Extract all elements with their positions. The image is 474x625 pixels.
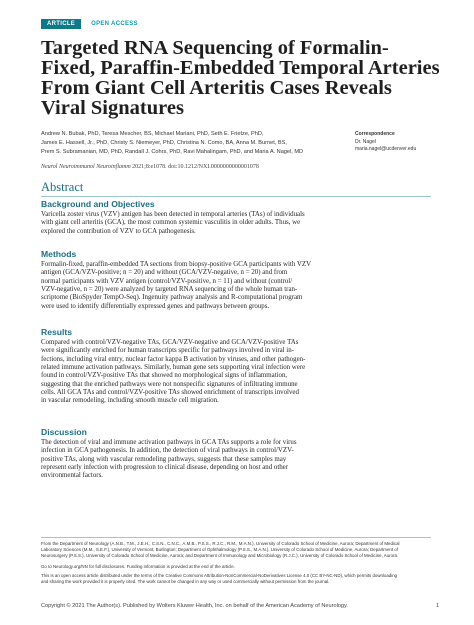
license-footnote: This is an open access article distributed under the terms of the Creative Commons Attribution-NonCommercial-NoDerivatives License 4.0 (CC BY-NC-ND), which permits downloading and sharing the work provided it is properly cited. The work cannot be changed in any way or used commercially without permission from the journal.: [41, 573, 398, 584]
author-list: [41, 130, 341, 156]
author-line: Andrew N. Bubak, PhD, Teresa Mescher, BS, Michael Mariani, PhD, Seth E. Frietze, PhD,: [41, 131, 264, 137]
correspondence-block: [355, 131, 455, 154]
methods-section: [41, 249, 341, 311]
citation-line: [41, 164, 441, 170]
results-heading: Results: [41, 327, 73, 337]
correspondence-name: Dr. Nagel: [355, 138, 376, 145]
correspondence-email[interactable]: maria.nagel@ucdenver.edu: [355, 146, 417, 152]
copyright-line: Copyright © 2021 The Author(s). Published by Wolters Kluwer Health, Inc. on behalf of the American Academy of Neurology.: [41, 603, 348, 609]
methods-body: Formalin-fixed, paraffin-embedded TA sections from biopsy-positive GCA participants with VZV antigen (GCA/VZV-positive; n = 20) and without (GCA/VZV-negative, n = 20) and from normal participants with VZV antigen (control/VZV-positive, n = 11) and without (control/ VZV-negative, n = 20) were analyzed by targeted RNA sequencing of the whole human tran- scriptome (BioSpyder TempO-Seq). Ingenuity pathway analysis and R-computational program were used to identify differentially expressed genes and pathways between groups.: [41, 261, 312, 310]
abstract-divider: [41, 196, 431, 197]
article-type-badge: ARTICLE: [41, 19, 81, 29]
footnote-divider: [41, 537, 431, 538]
methods-heading: Methods: [41, 249, 77, 259]
open-access-label: OPEN ACCESS: [91, 21, 138, 27]
background-body: Varicella zoster virus (VZV) antigen has been detected in temporal arteries (TAs) of individuals with giant cell arteritis (GCA), the most common systemic vasculitis in older adults. Thus, we explored the contribution of VZV to GCA pathogenesis.: [41, 211, 305, 235]
correspondence-label: Correspondence: [355, 131, 395, 137]
journal-name: Neurol Neuroimmunol Neuroinflamm: [41, 164, 131, 170]
discussion-heading: Discussion: [41, 427, 87, 437]
page-number: 1: [436, 603, 440, 609]
abstract-heading: Abstract: [41, 180, 84, 194]
article-title: Targeted RNA Sequencing of Formalin-Fixed, Paraffin-Embedded Temporal Arteries From Giant Cell Arteritis Cases Reveals Viral Signatures: [41, 37, 440, 119]
background-section: [41, 199, 341, 236]
background-heading: Background and Objectives: [41, 199, 155, 209]
discussion-body: The detection of viral and immune activation pathways in GCA TAs supports a role for virus infection in GCA pathogenesis. In addition, the detection of viral pathways in control/VZV- positive TAs, along with vascular remodeling pathways, suggests that these samples may represent early infection with progression to clinical disease, depending on host and other environmental factors.: [41, 439, 297, 480]
author-line: James E. Hassell, Jr., PhD, Christy S. Niemeyer, PhD, Christina N. Como, BA, Anna M. Burnet, BS,: [41, 139, 287, 146]
author-line: Prem S. Subramanian, MD, PhD, Randall J. Cohrs, PhD, Ravi Mahalingam, PhD, and Maria A. Nagel, MD: [41, 148, 304, 155]
funding-footnote: Go to Neurology.org/NN for full disclosures. Funding information is provided at the end of the article.: [41, 564, 235, 569]
affiliations-footnote: From the Department of Neurology (A.N.B., T.M., J.E.H., C.S.N., C.N.C., A.M.B., P.S.S., R.J.C., R.M., M.A.N.), University of Colorado School of Medicine, Aurora; Department of Medical Laboratory Sciences (M.M., S.E.F.), University of Vermont, Burlington; Department of Ophthalmology (P.S.S., M.A.N.), University of Colorado School of Medicine, Aurora; Department of Neurosurgery (P.S.S.), University of Colorado School of Medicine, Aurora; and Department of Immunology and Microbiology (R.J.C.), University of Colorado School of Medicine, Aurora.: [41, 541, 400, 558]
article-tag-bar: [41, 19, 138, 29]
discussion-section: [41, 427, 341, 481]
results-section: [41, 327, 341, 406]
results-body: Compared with control/VZV-negative TAs, GCA/VZV-negative and GCA/VZV-positive TAs were significantly enriched for human transcripts specific for pathways involved in viral in- fections, including viral entry, nuclear factor kappa B activation by viruses, and other pathogen- related immune activation pathways. Similarly, human gene sets supporting viral infection were found in control/VZV-positive TAs that showed no morphological signs of inflammation, suggesting that the enriched pathways were not nonspecific signatures of infiltrating immune cells. All GCA TAs and control/VZV-positive TAs showed enrichment of transcripts involved in vascular remodeling, including smooth muscle cell migration.: [41, 339, 306, 405]
citation-details: 2021;8:e1078. doi:10.1212/NXI.0000000000001078: [130, 164, 259, 170]
